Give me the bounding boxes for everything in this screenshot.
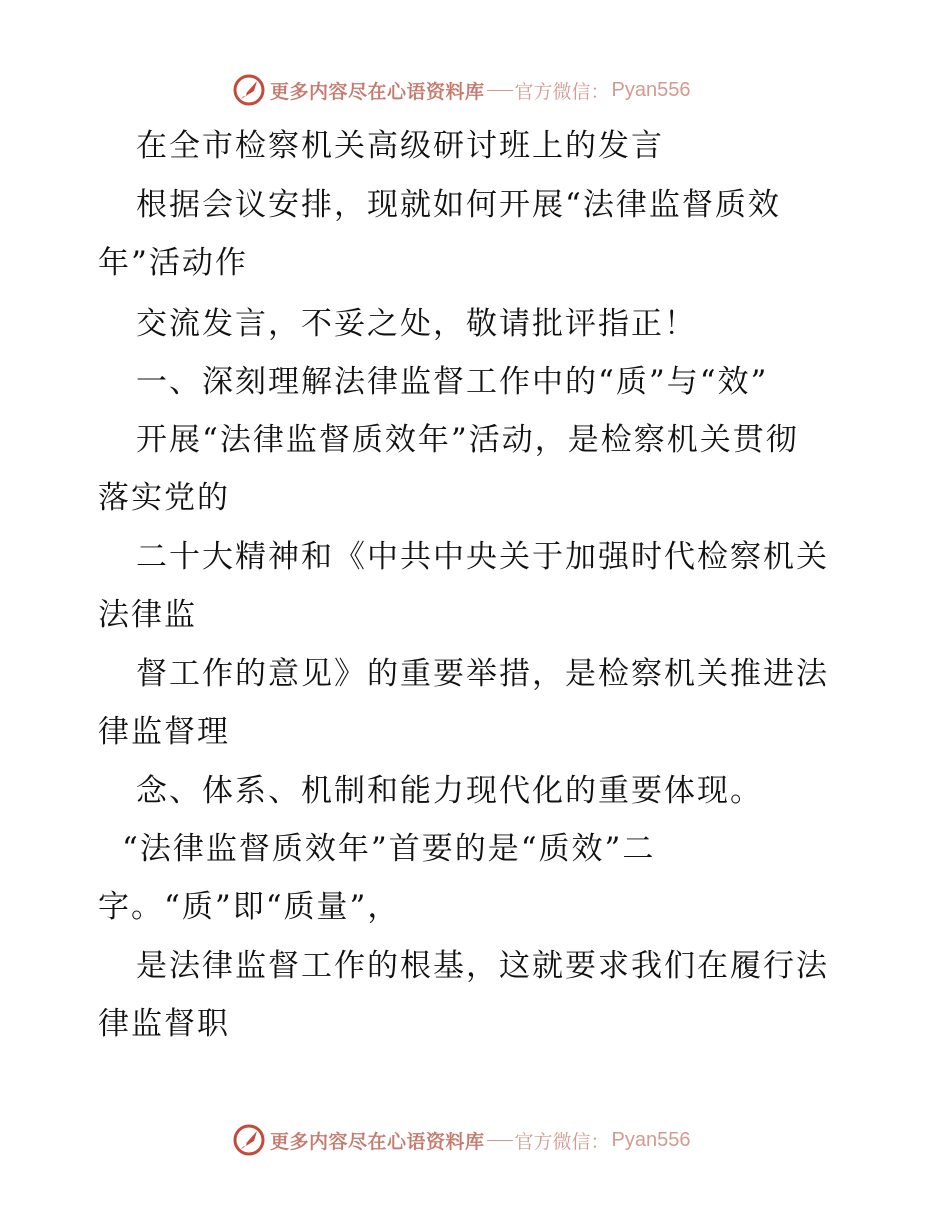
text-line: 律监督职 <box>98 1006 230 1042</box>
section-heading: 一、深刻理解法律监督工作中的“质”与“效” <box>136 364 769 400</box>
quill-logo-icon <box>232 73 266 107</box>
header-watermark <box>232 72 691 108</box>
watermark-wechat-label: 官方微信： <box>514 80 610 103</box>
watermark-wechat-label: 官方微信： <box>514 1130 610 1153</box>
footer-watermark <box>232 1122 691 1158</box>
text-line: 二十大精神和《中共中央关于加强时代检察机关 <box>136 539 829 575</box>
quill-logo-icon <box>232 1123 266 1157</box>
watermark-text: 更多内容尽在心语资料库 <box>270 80 485 103</box>
text-line: 开展“法律监督质效年”活动，是检察机关贯彻 <box>136 422 799 458</box>
text-line: 是法律监督工作的根基，这就要求我们在履行法 <box>136 948 829 984</box>
watermark-dash <box>487 1140 513 1141</box>
watermark-wechat-id: Pyan556 <box>611 78 691 101</box>
document-title: 在全市检察机关高级研讨班上的发言 <box>136 128 664 164</box>
text-line: 法律监 <box>98 597 197 633</box>
watermark-text: 更多内容尽在心语资料库 <box>270 1130 485 1153</box>
text-line: 落实党的 <box>98 480 230 516</box>
text-line: 年”活动作 <box>98 245 248 281</box>
watermark-dash <box>487 90 513 91</box>
text-line: 念、体系、机制和能力现代化的重要体现。 <box>136 773 763 809</box>
text-line: 督工作的意见》的重要举措，是检察机关推进法 <box>136 656 829 692</box>
watermark-wechat-id: Pyan556 <box>611 1128 691 1151</box>
text-line: “法律监督质效年”首要的是“质效”二 <box>122 831 656 867</box>
text-line: 律监督理 <box>98 714 230 750</box>
text-line: 交流发言，不妥之处，敬请批评指正！ <box>136 306 697 342</box>
text-line: 字。“质”即“质量”， <box>98 889 401 925</box>
text-line: 根据会议安排，现就如何开展“法律监督质效 <box>136 187 781 223</box>
